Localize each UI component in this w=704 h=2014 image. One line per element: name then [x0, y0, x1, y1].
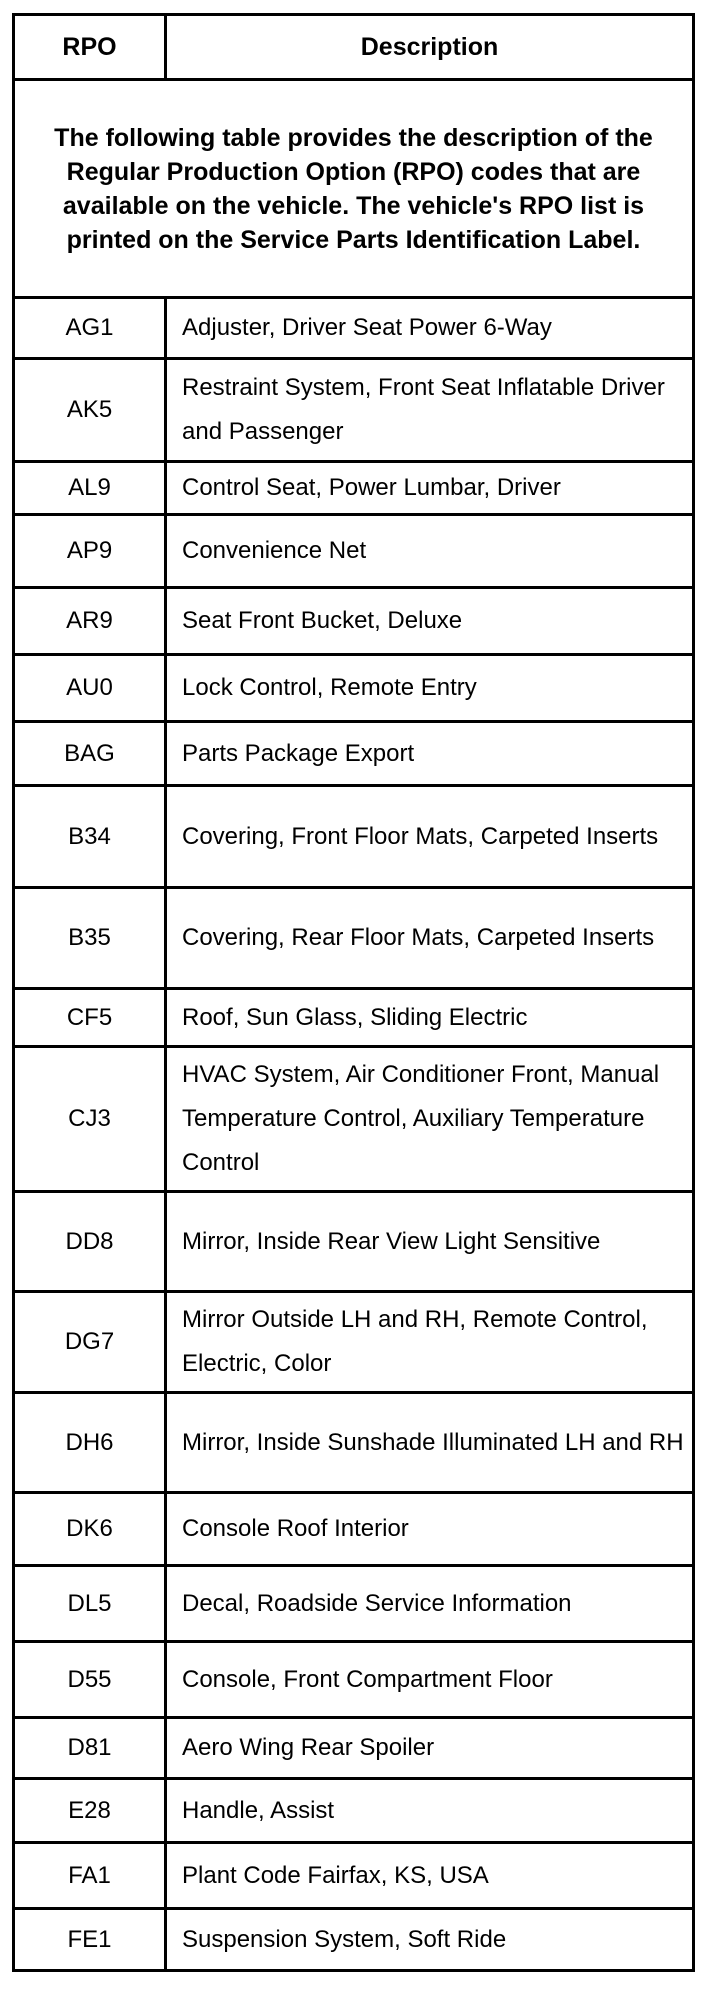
table-row — [14, 588, 694, 655]
rpo-code-cell: AU0 — [14, 655, 166, 722]
rpo-code-cell: AR9 — [14, 588, 166, 655]
description-cell: Aero Wing Rear Spoiler — [166, 1718, 694, 1779]
table-row — [14, 1642, 694, 1718]
intro-text: The following table provides the description of the Regular Production Option (RPO) codes that are available on the vehicle. The vehicle's RPO list is printed on the Service Parts Identification Label. — [14, 80, 694, 298]
table-row — [14, 1909, 694, 1971]
table-row — [14, 989, 694, 1047]
table-row — [14, 722, 694, 786]
description-cell: Suspension System, Soft Ride — [166, 1909, 694, 1971]
table-row — [14, 786, 694, 888]
description-cell: HVAC System, Air Conditioner Front, Manual Temperature Control, Auxiliary Temperature Control — [166, 1047, 694, 1192]
rpo-code-cell: CJ3 — [14, 1047, 166, 1192]
table-row — [14, 1393, 694, 1493]
rpo-code-cell: DL5 — [14, 1566, 166, 1642]
rpo-code-cell: DK6 — [14, 1493, 166, 1566]
rpo-table — [12, 13, 695, 1972]
rpo-code-cell: BAG — [14, 722, 166, 786]
rpo-code-cell: D55 — [14, 1642, 166, 1718]
table-row — [14, 1292, 694, 1393]
table-row — [14, 298, 694, 359]
table-row — [14, 515, 694, 588]
rpo-code-cell: DH6 — [14, 1393, 166, 1493]
table-row — [14, 462, 694, 515]
description-cell: Mirror, Inside Sunshade Illuminated LH and RH — [166, 1393, 694, 1493]
table-row — [14, 359, 694, 462]
description-cell: Adjuster, Driver Seat Power 6-Way — [166, 298, 694, 359]
table-row — [14, 655, 694, 722]
description-cell: Seat Front Bucket, Deluxe — [166, 588, 694, 655]
table-row — [14, 888, 694, 989]
table-row — [14, 1493, 694, 1566]
rpo-code-cell: AL9 — [14, 462, 166, 515]
table-row — [14, 1192, 694, 1292]
table-header-row — [14, 15, 694, 80]
description-cell: Console, Front Compartment Floor — [166, 1642, 694, 1718]
description-cell: Convenience Net — [166, 515, 694, 588]
rpo-code-cell: D81 — [14, 1718, 166, 1779]
description-cell: Console Roof Interior — [166, 1493, 694, 1566]
description-cell: Covering, Front Floor Mats, Carpeted Inserts — [166, 786, 694, 888]
table-row — [14, 1779, 694, 1843]
rpo-code-cell: FE1 — [14, 1909, 166, 1971]
description-cell: Parts Package Export — [166, 722, 694, 786]
rpo-code-cell: AK5 — [14, 359, 166, 462]
rpo-code-cell: AG1 — [14, 298, 166, 359]
column-header-description: Description — [166, 15, 694, 80]
description-cell: Plant Code Fairfax, KS, USA — [166, 1843, 694, 1909]
table-row — [14, 1047, 694, 1192]
description-cell: Mirror Outside LH and RH, Remote Control, Electric, Color — [166, 1292, 694, 1393]
rpo-code-cell: B34 — [14, 786, 166, 888]
description-cell: Handle, Assist — [166, 1779, 694, 1843]
rpo-code-cell: B35 — [14, 888, 166, 989]
description-cell: Covering, Rear Floor Mats, Carpeted Inserts — [166, 888, 694, 989]
rpo-code-cell: DD8 — [14, 1192, 166, 1292]
description-cell: Roof, Sun Glass, Sliding Electric — [166, 989, 694, 1047]
table-row — [14, 1566, 694, 1642]
description-cell: Mirror, Inside Rear View Light Sensitive — [166, 1192, 694, 1292]
description-cell: Restraint System, Front Seat Inflatable Driver and Passenger — [166, 359, 694, 462]
column-header-rpo: RPO — [14, 15, 166, 80]
rpo-code-cell: E28 — [14, 1779, 166, 1843]
description-cell: Decal, Roadside Service Information — [166, 1566, 694, 1642]
rpo-code-cell: DG7 — [14, 1292, 166, 1393]
table-row — [14, 1718, 694, 1779]
rpo-code-cell: AP9 — [14, 515, 166, 588]
description-cell: Control Seat, Power Lumbar, Driver — [166, 462, 694, 515]
intro-row — [14, 80, 694, 298]
description-cell: Lock Control, Remote Entry — [166, 655, 694, 722]
rpo-code-cell: CF5 — [14, 989, 166, 1047]
table-row — [14, 1843, 694, 1909]
rpo-code-cell: FA1 — [14, 1843, 166, 1909]
